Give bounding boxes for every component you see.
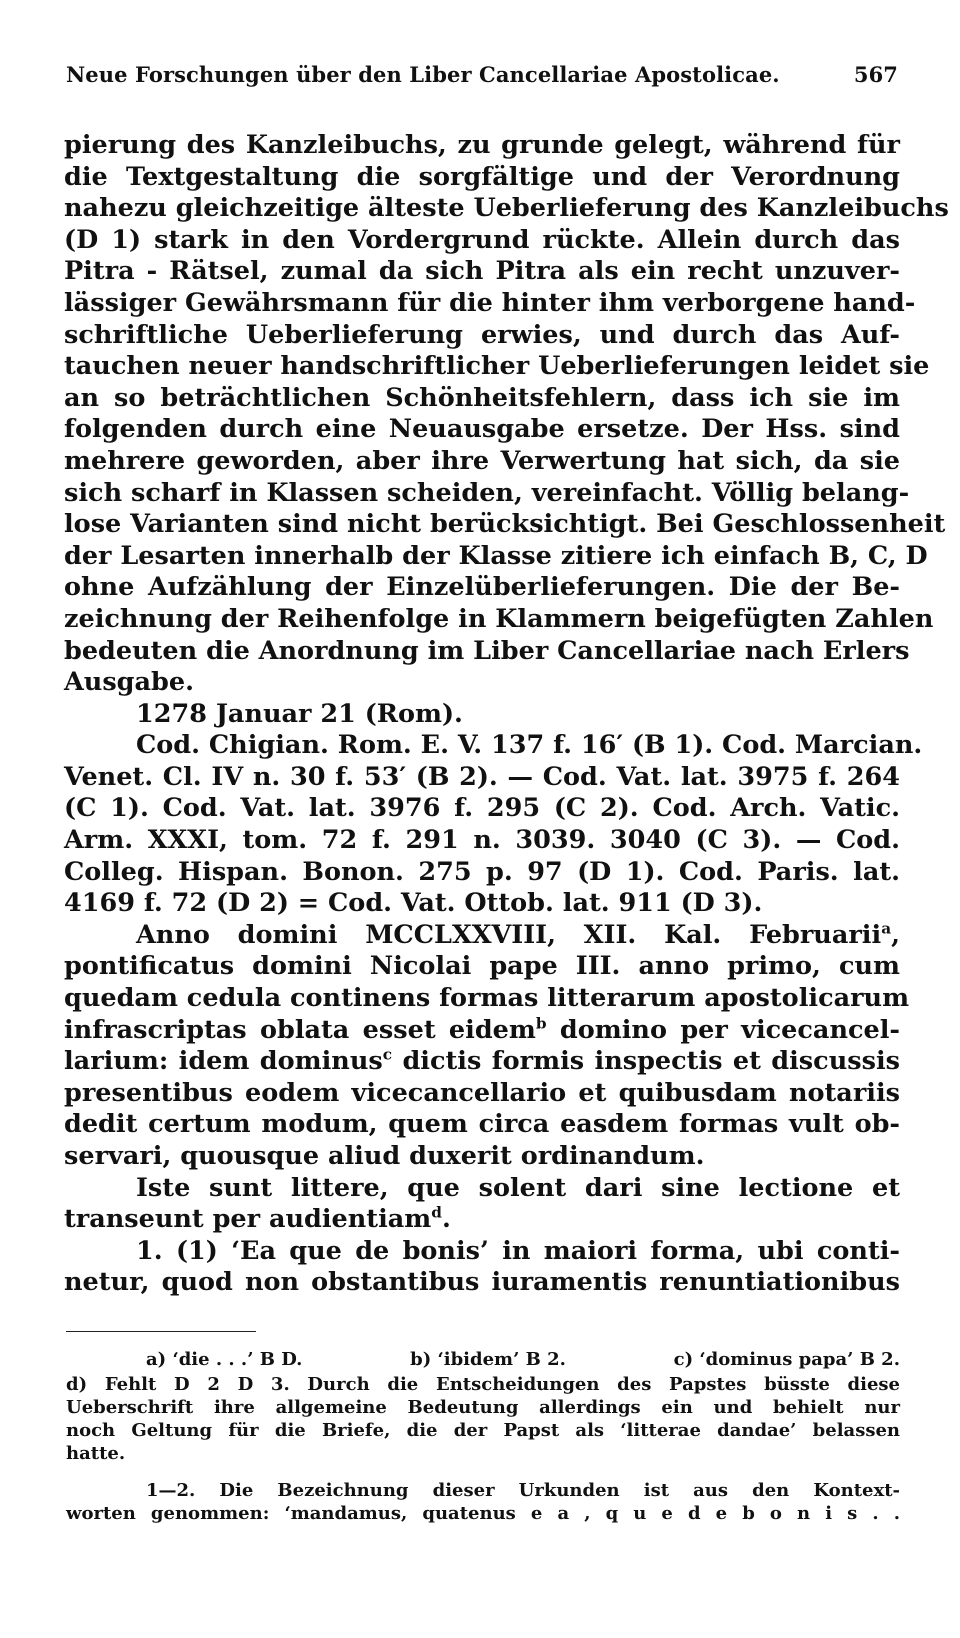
text-line: ohne Aufzählung der Einzelüberlieferungen. Die der Be- [64,572,900,603]
footnote-rule [66,1331,256,1332]
text-line: bedeuten die Anordnung im Liber Cancellariae nach Erlers [64,635,910,666]
text-line: der Lesarten innerhalb der Klasse zitiere ich einfach B, C, D [64,540,928,571]
codices-line: Cod. Chigian. Rom. E. V. 137 f. 16′ (B 1). Cod. Marcian. [136,730,923,761]
commentary-line: 1—2. Die Bezeichnung dieser Urkunden ist aus den Kontext- [146,1480,900,1501]
running-title: Neue Forschungen über den Liber Cancellariae Apostolicae. [66,62,780,87]
text-line: Ausgabe. [64,667,194,698]
latin-line: presentibus eodem vicecancellario et quibusdam notariis [64,1077,900,1108]
footnote-a: a) ‘die . . .’ B D. [146,1349,303,1370]
text-line: tauchen neuer handschriftlicher Ueberlieferungen leidet sie [64,351,930,382]
text-line: zeichnung der Reihenfolge in Klammern beigefügten Zahlen [64,603,934,634]
text-line: pierung des Kanzleibuchs, zu grunde gelegt, während für [64,130,900,160]
latin-line: larium: idem dominus$^c$ dictis formis inspectis et discussis [64,1045,900,1077]
page-number: 567 [853,62,898,87]
footnote-d-line: Ueberschrift ihre allgemeine Bedeutung allerdings ein und behielt nur [66,1397,900,1418]
text-line: mehrere geworden, aber ihre Verwertung hat sich, da sie [64,445,900,476]
latin-line: pontificatus domini Nicolai pape III. anno primo, cum [64,951,900,982]
text-line: lose Varianten sind nicht berücksichtigt. Bei Geschlossenheit [64,509,946,540]
main-text [64,130,949,1299]
footnote-b: b) ‘ibidem’ B 2. [410,1349,566,1370]
latin-line: Anno domini MCCLXXVIII, XII. Kal. Februarii$^a$, [136,919,900,950]
latin-line: infrascriptas oblata esset eidem$^b$ domino per vicecancel- [64,1014,901,1045]
footnote-marker: d [431,1203,442,1222]
footnote-d-line: noch Geltung für die Briefe, die der Papst als ‘litterae dandae’ belassen [66,1420,900,1441]
footnote-d-line: d) Fehlt D 2 D 3. Durch die Entscheidungen des Papstes büsste diese [66,1374,900,1395]
codices-line: Arm. XXXI, tom. 72 f. 291 n. 3039. 3040 (C 3). — Cod. [64,825,900,856]
footnotes [66,1348,900,1525]
latin-line: netur, quod non obstantibus iuramentis renuntiationibus [64,1267,900,1298]
text-line: (D 1) stark in den Vordergrund rückte. Allein durch das [64,224,900,255]
text-line: die Textgestaltung die sorgfältige und der Verordnung [64,161,900,192]
text-line: Pitra - Rätsel, zumal da sich Pitra als ein recht unzuver- [64,256,900,287]
codices-line: Colleg. Hispan. Bonon. 275 p. 97 (D 1). Cod. Paris. lat. [64,856,900,887]
latin-line: Iste sunt littere, que solent dari sine lectione et [136,1172,900,1203]
latin-line: 1. (1) ‘Ea que de bonis’ in maiori forma, ubi conti- [136,1235,900,1266]
text-line: schriftliche Ueberlieferung erwies, und durch das Auf- [64,319,900,350]
codices-line: (C 1). Cod. Vat. lat. 3976 f. 295 (C 2). Cod. Arch. Vatic. [64,793,900,824]
document-date: 1278 Januar 21 (Rom). [136,698,463,729]
footnote-marker: a [881,919,892,938]
latin-line: dedit certum modum, quem circa easdem formas vult ob- [64,1109,900,1140]
latin-line: servari, quousque aliud duxerit ordinandum. [64,1141,705,1171]
footnote-c: c) ‘dominus papa’ B 2. [673,1349,900,1370]
codices-line: Venet. Cl. IV n. 30 f. 53′ (B 2). — Cod. Vat. lat. 3975 f. 264 [64,761,900,792]
footnote-marker: b [535,1014,547,1033]
commentary-line: worten genommen: ‘mandamus, quatenus e a , q u e d e b o n i s . . [66,1503,900,1524]
text-line: nahezu gleichzeitige älteste Ueberlieferung des Kanzleibuchs [64,193,949,224]
latin-line: quedam cedula continens formas litterarum apostolicarum [64,983,910,1014]
text-line: lässiger Gewährsmann für die hinter ihm verborgene hand- [64,287,916,318]
running-header [66,62,898,87]
codices-line: 4169 f. 72 (D 2) = Cod. Vat. Ottob. lat. 911 (D 3). [64,888,763,919]
latin-line: transeunt per audientiam$^d$. [64,1203,451,1235]
footnotes-abc [66,1348,900,1373]
text-line: sich scharf in Klassen scheiden, vereinfacht. Völlig belang- [64,477,910,508]
text-line: an so beträchtlichen Schönheitsfehlern, dass ich sie im [64,382,900,413]
text-line: folgenden durch eine Neuausgabe ersetze. Der Hss. sind [64,414,900,445]
footnote-d-line: hatte. [66,1443,126,1464]
footnote-marker: c [382,1045,393,1064]
